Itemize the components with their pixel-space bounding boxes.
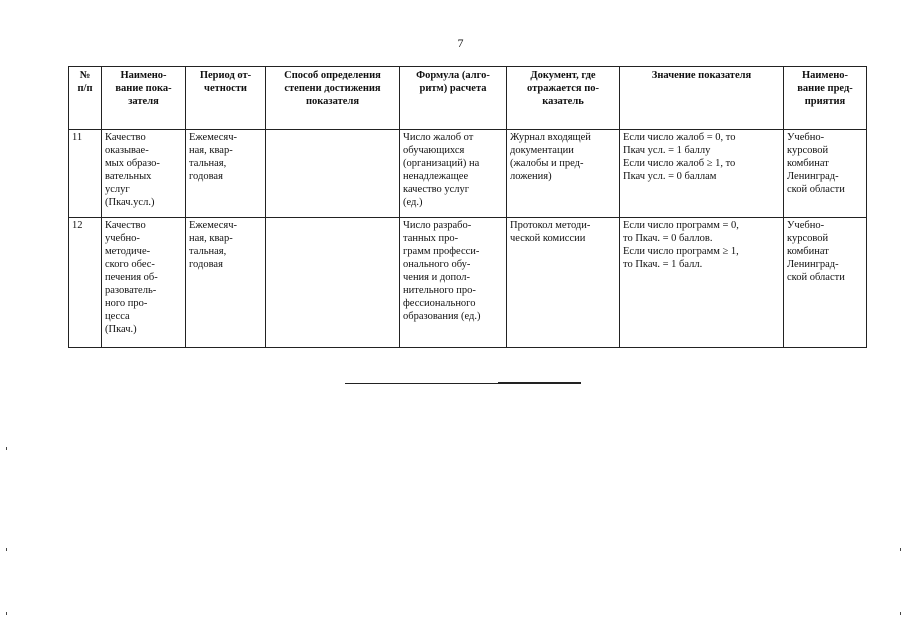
document: Журнал входящей документации (жалобы и пред- ложения) (507, 130, 620, 218)
row-number: 11 (69, 130, 102, 218)
document: Протокол методи- ческой комиссии (507, 218, 620, 348)
header-indicator-value: Значение показателя (620, 67, 784, 130)
indicator-value: Если число жалоб = 0, то Пкач усл. = 1 баллу Если число жалоб ≥ 1, то Пкач усл. = 0 баллам (620, 130, 784, 218)
margin-mark-right-bottom (900, 612, 901, 615)
header-document: Документ, где отражается по- казатель (507, 67, 620, 130)
enterprise-name: Учебно- курсовой комбинат Ленинград- ской области (784, 218, 867, 348)
end-separator-segment (498, 382, 581, 383)
table-header-row (69, 67, 867, 130)
margin-mark-right-middle (900, 548, 901, 551)
indicator-value: Если число программ = 0, то Пкач. = 0 баллов. Если число программ ≥ 1, то Пкач. = 1 балл. (620, 218, 784, 348)
indicator-name: Качество оказывае- мых образо- вательных услуг (Пкач.усл.) (102, 130, 186, 218)
header-reporting-period: Период от- четности (186, 67, 266, 130)
page-number: 7 (457, 36, 464, 50)
header-formula: Формула (алго- ритм) расчета (400, 67, 507, 130)
row-number: 12 (69, 218, 102, 348)
header-indicator-name: Наимено- вание пока- зателя (102, 67, 186, 130)
method (266, 130, 400, 218)
end-separator-line (345, 383, 581, 384)
table-row (69, 218, 867, 348)
table-row (69, 130, 867, 218)
reporting-period: Ежемесяч- ная, квар- тальная, годовая (186, 130, 266, 218)
enterprise-name: Учебно- курсовой комбинат Ленинград- ской области (784, 130, 867, 218)
header-method: Способ определения степени достижения показателя (266, 67, 400, 130)
formula: Число жалоб от обучающихся (организаций) на ненадлежащее качество услуг (ед.) (400, 130, 507, 218)
reporting-period: Ежемесяч- ная, квар- тальная, годовая (186, 218, 266, 348)
margin-mark-left-top (6, 447, 7, 450)
formula: Число разрабо- танных про- грамм професси- онального обу- чения и допол- нительного про- фессионального образования (ед.) (400, 218, 507, 348)
method (266, 218, 400, 348)
header-enterprise-name: Наимено- вание пред- приятия (784, 67, 867, 130)
indicator-name: Качество учебно- методиче- ского обес- печения об- разователь- ного про- цесса (Пкач.) (102, 218, 186, 348)
margin-mark-left-bottom (6, 612, 7, 615)
margin-mark-left-middle (6, 548, 7, 551)
header-number: № п/п (69, 67, 102, 130)
indicators-table (68, 66, 867, 348)
